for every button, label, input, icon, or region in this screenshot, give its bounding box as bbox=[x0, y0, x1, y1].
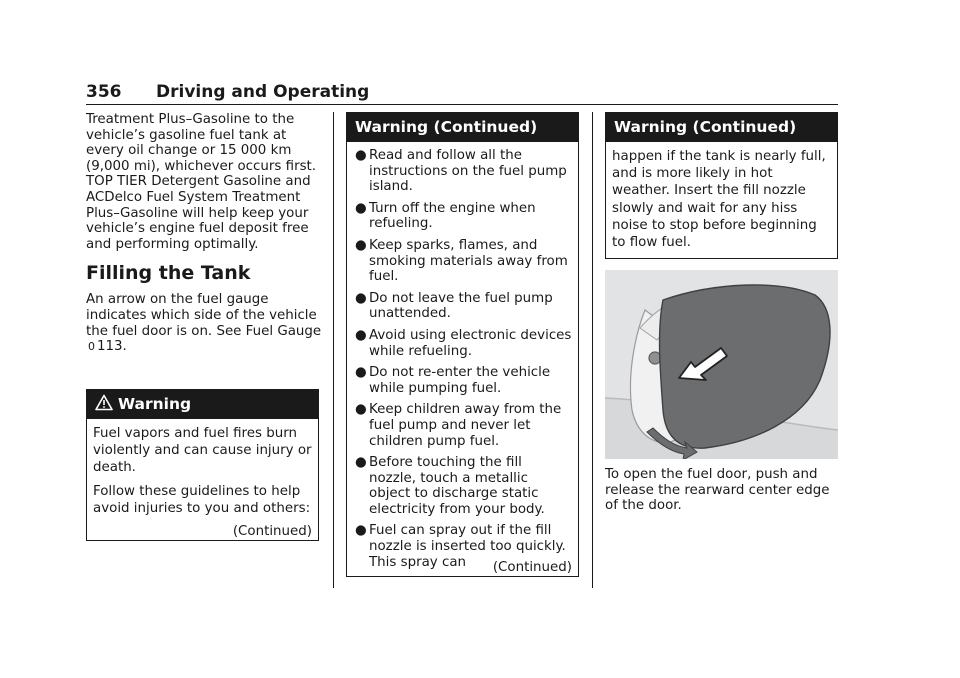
page-header bbox=[86, 82, 838, 105]
warning-box bbox=[86, 389, 319, 541]
warning-header: Warning (Continued) bbox=[606, 113, 837, 142]
warning-body bbox=[606, 142, 837, 251]
warning-header: Warning (Continued) bbox=[347, 113, 578, 142]
column-1 bbox=[86, 112, 322, 355]
warning-bullet: ● Turn off the engine when refueling. bbox=[355, 200, 536, 232]
warning-paragraph: Follow these guidelines to help avoid injuries to you and others: bbox=[93, 483, 311, 516]
bullet-icon: ● bbox=[355, 402, 367, 418]
warning-paragraph: Fuel vapors and fuel fires burn violently and can cause injury or death. bbox=[93, 426, 312, 476]
column-divider-right bbox=[592, 112, 593, 588]
bullet-icon: ● bbox=[355, 327, 367, 343]
bullet-icon: ● bbox=[355, 148, 367, 163]
continued-label: (Continued) bbox=[492, 560, 572, 575]
warning-bullet: ● Keep children away from the fuel pump and never let children pump fuel. bbox=[355, 402, 562, 449]
warning-bullet: ● Do not re-enter the vehicle while pumping fuel. bbox=[355, 365, 551, 396]
warning-continuation-text: happen if the tank is nearly full, and is more likely in hot weather. Insert the fill nozzle slowly and wait for any hiss noise to stop before beginning to flow fuel. bbox=[612, 149, 826, 251]
bullet-icon: ● bbox=[355, 200, 367, 216]
warning-bullet: ● Keep sparks, flames, and smoking materials away from fuel. bbox=[355, 237, 568, 285]
warning-triangle-icon bbox=[95, 394, 113, 411]
caption-text: To open the fuel door, push and release the rearward center edge of the door. bbox=[605, 467, 830, 514]
fuel-door-illustration bbox=[605, 270, 838, 459]
warning-title: Warning bbox=[118, 395, 192, 413]
column-divider-left bbox=[333, 112, 334, 588]
warning-bullet: ● Before touching the fill nozzle, touch a metallic object to discharge static electricity from your body. bbox=[355, 455, 545, 517]
continued-label: (Continued) bbox=[232, 524, 312, 539]
warning-box-continued-end bbox=[605, 112, 838, 259]
bullet-icon: ● bbox=[355, 237, 367, 253]
bullet-icon: ● bbox=[355, 523, 367, 539]
fuel-gauge-paragraph bbox=[86, 292, 322, 354]
warning-header bbox=[87, 390, 318, 419]
intro-paragraph: Treatment Plus–Gasoline to the vehicle’s gasoline fuel tank at every oil change or 15 000 km (9,000 mi), whichever occurs first. TOP TIER Detergent Gasoline and ACDelco Fuel System Treatment Plus–Gasoline will help keep your vehicle’s engine fuel deposit free and performing optimally. bbox=[86, 112, 317, 252]
section-heading: Filling the Tank bbox=[86, 262, 251, 285]
xref-page[interactable]: 113. bbox=[97, 339, 127, 355]
warning-body bbox=[87, 419, 318, 517]
warning-bullet-list bbox=[353, 148, 572, 570]
paragraph-lead: An arrow on the fuel gauge indicates which side of the vehicle the fuel door is on. See Fuel Gauge bbox=[86, 292, 322, 339]
warning-bullet: ● Avoid using electronic devices while refueling. bbox=[355, 327, 572, 359]
cross-reference-icon: 0 bbox=[88, 340, 95, 354]
bullet-icon: ● bbox=[355, 290, 367, 306]
bullet-icon: ● bbox=[355, 455, 367, 471]
figure-caption bbox=[605, 467, 839, 514]
warning-bullet: ● Fuel can spray out if the fill nozzle is inserted too quickly. This spray can bbox=[355, 523, 566, 570]
warning-body bbox=[347, 142, 578, 570]
warning-bullet: ● Do not leave the fuel pump unattended. bbox=[355, 290, 553, 322]
section-title: Driving and Operating bbox=[156, 82, 370, 102]
bullet-icon: ● bbox=[355, 365, 367, 381]
page-number: 356 bbox=[86, 82, 122, 102]
fuel-door-drawing bbox=[605, 270, 838, 459]
warning-bullet: ● Read and follow all the instructions on the fuel pump island. bbox=[355, 148, 567, 195]
warning-box-continued bbox=[346, 112, 579, 577]
